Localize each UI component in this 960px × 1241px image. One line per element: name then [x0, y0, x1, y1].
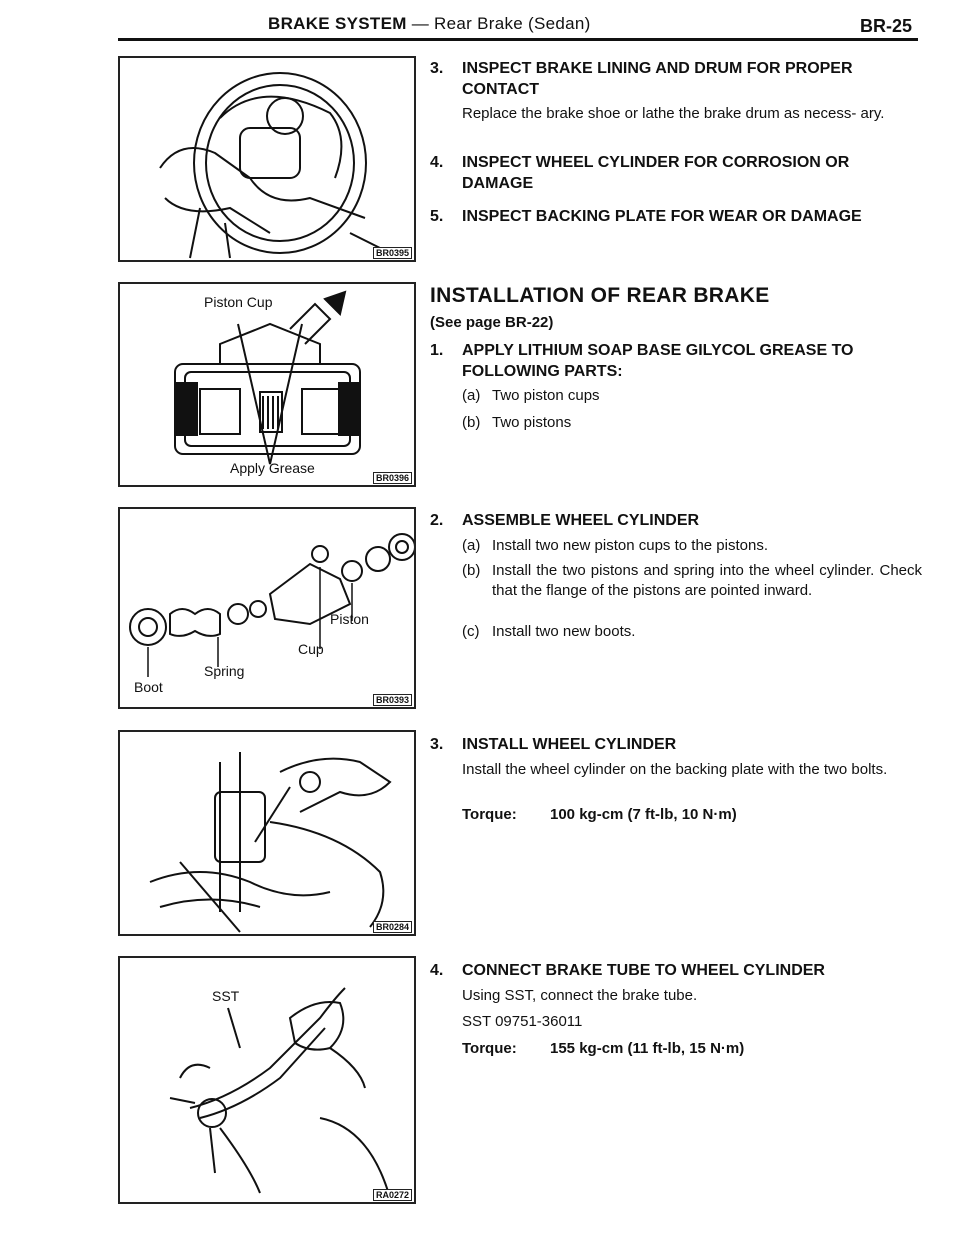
label-boot: Boot	[134, 679, 163, 695]
label-piston: Piston	[330, 611, 369, 627]
figure-sst-brake-tube	[118, 956, 416, 1204]
figure-brake-drum	[118, 56, 416, 262]
figure-wheel-cylinder-parts	[118, 507, 416, 709]
figure-code: BR0396	[373, 472, 412, 484]
header-subtitle: Rear Brake (Sedan)	[434, 14, 591, 33]
section-title-installation: INSTALLATION OF REAR BRAKE	[430, 284, 770, 307]
connect-tube-text: Using SST, connect the brake tube.	[462, 987, 698, 1004]
label-cup: Cup	[298, 641, 324, 657]
label-spring: Spring	[204, 663, 245, 679]
sst-wrench-illustration	[120, 958, 414, 1202]
figure-code: BR0284	[373, 921, 412, 933]
figure-piston-cup-grease	[118, 282, 416, 487]
page-number: BR-25	[859, 16, 912, 36]
figure-install-cylinder	[118, 730, 416, 936]
exploded-parts-illustration	[120, 509, 414, 707]
figure-code: RA0272	[373, 1189, 412, 1201]
brake-drum-illustration	[120, 58, 414, 260]
wheel-cylinder-section-illustration	[120, 284, 414, 485]
sst-number: SST 09751-36011	[462, 1013, 583, 1030]
figure-code: BR0395	[373, 247, 412, 259]
label-apply-grease: Apply Grease	[230, 460, 315, 476]
install-cylinder-illustration	[120, 732, 414, 934]
label-sst: SST	[212, 988, 240, 1004]
header-rule	[118, 38, 918, 41]
header-title: BRAKE SYSTEM — Rear Brake (Sedan)	[268, 14, 591, 33]
figure-code: BR0393	[373, 694, 412, 706]
inspect-lining-text: Replace the brake shoe or lathe the brake drum as necess- ary.	[462, 105, 885, 122]
section-page-ref: (See page BR-22)	[430, 314, 554, 331]
install-cylinder-text: Install the wheel cylinder on the backing plate with the two bolts.	[462, 761, 888, 778]
label-piston-cup: Piston Cup	[204, 294, 273, 310]
